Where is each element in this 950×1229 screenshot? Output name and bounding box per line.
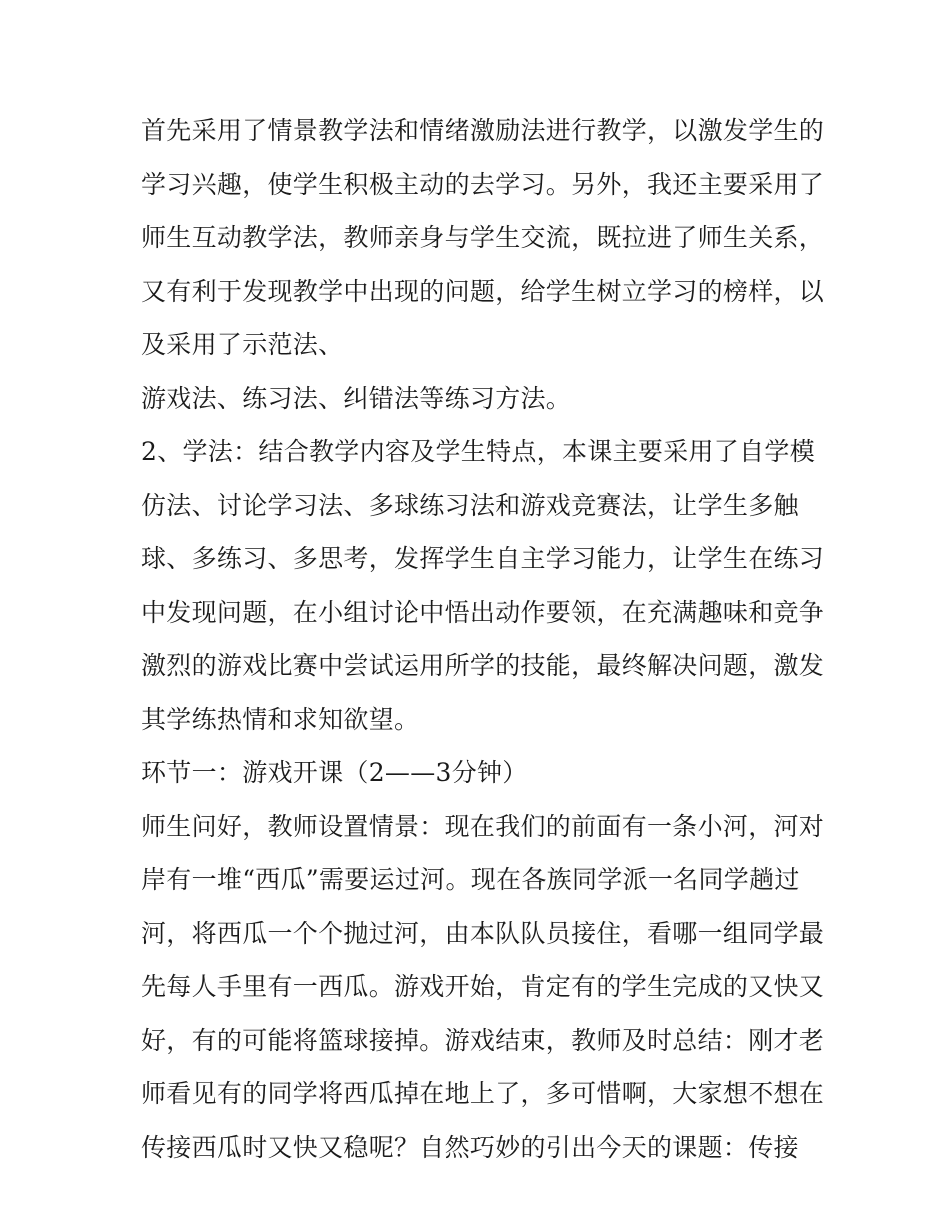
text-line: 岸有一堆“西瓜”需要运过河。现在各族同学派一名同学趟过 bbox=[141, 865, 800, 894]
text-line: 学习兴趣，使学生积极主动的去学习。另外，我还主要采用了 bbox=[141, 169, 825, 199]
document-body bbox=[141, 104, 825, 1174]
text-line: 中发现问题，在小组讨论中悟出动作要领，在充满趣味和竞争 bbox=[141, 597, 825, 627]
text-line: 及采用了示范法、 bbox=[141, 330, 344, 359]
text-line: 河，将西瓜一个个抛过河，由本队队员接住，看哪一组同学最 bbox=[141, 918, 825, 948]
text-line: 传接西瓜时又快又稳呢？自然巧妙的引出今天的课题：传接 bbox=[141, 1132, 799, 1162]
text-line: 2、学法：结合教学内容及学生特点，本课主要采用了自学模 bbox=[141, 437, 816, 466]
text-line: 其学练热情和求知欲望。 bbox=[141, 704, 420, 734]
text-line: 球、多练习、多思考，发挥学生自主学习能力，让学生在练习 bbox=[141, 544, 825, 573]
text-line: 游戏法、练习法、纠错法等练习方法。 bbox=[141, 383, 572, 413]
text-line: 师看见有的同学将西瓜掉在地上了，多可惜啊，大家想不想在 bbox=[141, 1079, 825, 1108]
text-line: 师生互动教学法，教师亲身与学生交流，既拉进了师生关系， bbox=[141, 223, 825, 252]
text-line: 师生问好，教师设置情景：现在我们的前面有一条小河，河对 bbox=[141, 811, 825, 841]
text-line: 首先采用了情景教学法和情绪激励法进行教学，以激发学生的 bbox=[141, 116, 825, 145]
section-heading: 环节一：游戏开课（2——3分钟） bbox=[141, 758, 528, 787]
text-line: 先每人手里有一西瓜。游戏开始，肯定有的学生完成的又快又 bbox=[141, 972, 825, 1001]
text-line: 好，有的可能将篮球接掉。游戏结束，教师及时总结：刚才老 bbox=[141, 1025, 825, 1055]
text-line: 激烈的游戏比赛中尝试运用所学的技能，最终解决问题，激发 bbox=[141, 651, 825, 680]
text-line: 仿法、讨论学习法、多球练习法和游戏竞赛法，让学生多触 bbox=[141, 490, 799, 520]
text-line: 又有利于发现教学中出现的问题，给学生树立学习的榜样，以 bbox=[141, 276, 825, 306]
